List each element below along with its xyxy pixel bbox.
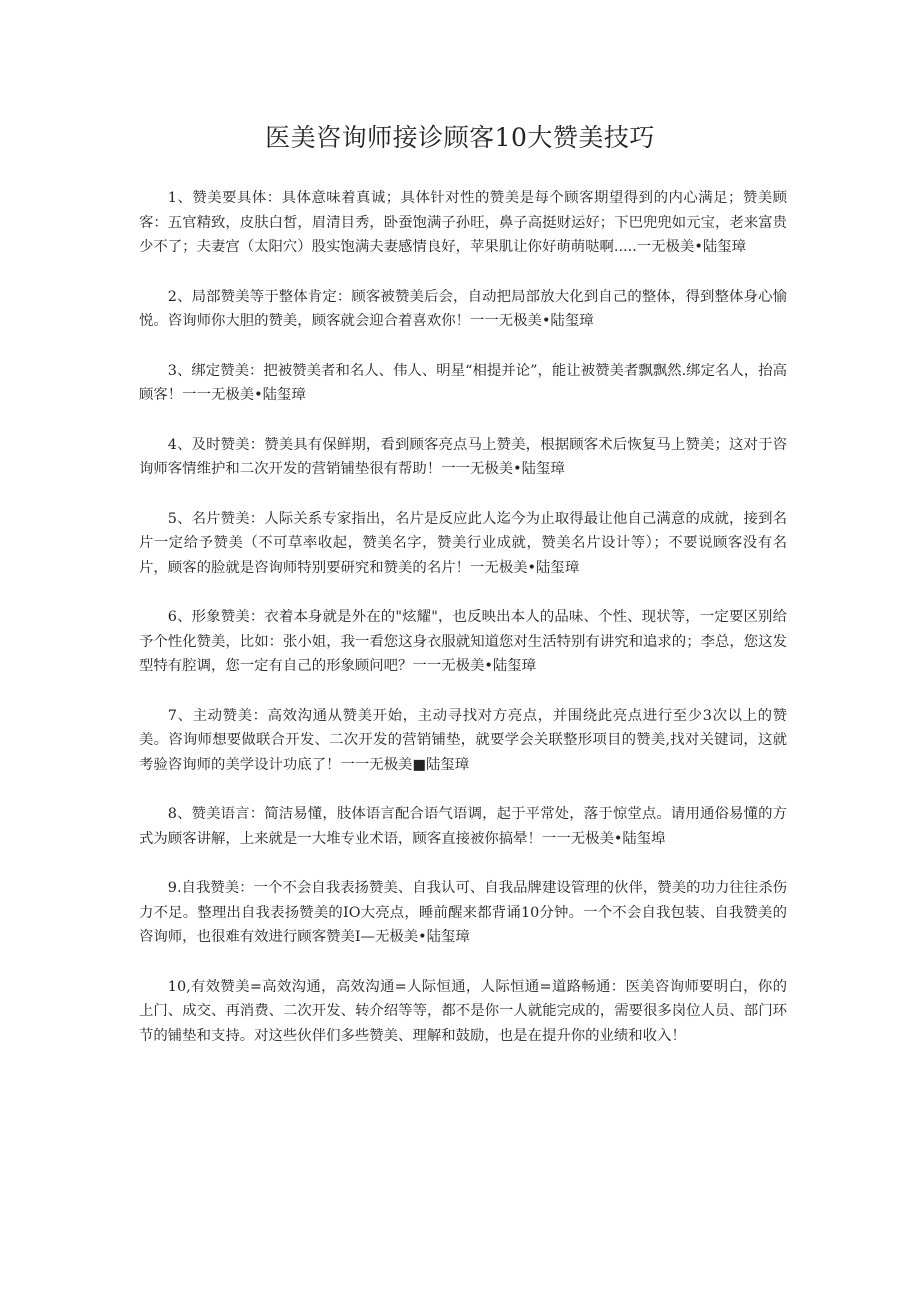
paragraph-10: 10,有效赞美=高效沟通，高效沟通=人际恒通，人际恒通=道路畅通：医美咨询师要明白，你的上门、成交、再消费、二次开发、转介绍等等，都不是你一人就能完成的，需要很多岗位人员、部门环节的铺垫和支持。对这些伙伴们多些赞美、理解和鼓励，也是在提升你的业绩和收入！ [139, 978, 787, 1044]
paragraph-6: 6、形象赞美：衣着本身就是外在的"炫耀"，也反映出本人的品味、个性、现状等，一定要区别给予个性化赞美，比如：张小姐，我一看您这身衣服就知道您对生活特别有讲究和追求的；李总，您这发型特有腔调，您一定有自己的形象顾问吧？一一无极美•陆玺璋 [139, 609, 787, 674]
paragraph-1: 1、赞美要具体：具体意味着真诚；具体针对性的赞美是每个顾客期望得到的内心满足；赞美顾客：五官精致，皮肤白皙，眉清目秀，卧蚕饱满子孙旺，鼻子高挺财运好；下巴兜兜如元宝，老来富贵少不了；夫妻宫（太阳穴）股实饱满夫妻感情良好，苹果肌让你好萌萌哒啊.....一无极美•陆玺璋 [139, 190, 787, 255]
paragraph-4: 4、及时赞美：赞美具有保鲜期，看到顾客亮点马上赞美，根据顾客术后恢复马上赞美；这对于咨询师客情维护和二次开发的营销铺垫很有帮助！一一无极美•陆玺璋 [139, 436, 787, 477]
paragraph-9: 9.自我赞美：一个不会自我表扬赞美、自我认可、自我品牌建设管理的伙伴，赞美的功力往往杀伤力不足。整理出自我表扬赞美的IO大亮点，睡前醒来都背诵10分钟。一个不会自我包装、自我赞美的咨询师，也很难有效进行顾客赞美I—无极美•陆玺璋 [139, 880, 787, 945]
paragraph-3: 3、绑定赞美：把被赞美者和名人、伟人、明星“相提并论”，能让被赞美者飘飘然.绑定名人，抬高顾客！一一无极美•陆玺璋 [139, 362, 787, 403]
document-body [139, 186, 787, 1073]
paragraph-7: 7、主动赞美：高效沟通从赞美开始，主动寻找对方亮点，并围绕此亮点进行至少3次以上的赞美。咨询师想要做联合开发、二次开发的营销铺垫，就要学会关联整形项目的赞美,找对关键词，这就考验咨询师的美学设计功底了！一一无极美■陆玺璋 [139, 707, 787, 773]
paragraph-2: 2、局部赞美等于整体肯定：顾客被赞美后会，自动把局部放大化到自己的整体，得到整体身心愉悦。咨询师你大胆的赞美，顾客就会迎合着喜欢你！一一无极美•陆玺璋 [139, 288, 787, 329]
paragraph-8: 8、赞美语言：简洁易懂，肢体语言配合语气语调，起于平常处，落于惊堂点。请用通俗易懂的方式为顾客讲解，上来就是一大堆专业术语，顾客直接被你搞晕！一一无极美•陆玺埠 [139, 806, 787, 847]
paragraph-5: 5、名片赞美：人际关系专家指出，名片是反应此人迄今为止取得最让他自己满意的成就，接到名片一定给予赞美（不可草率收起，赞美名字，赞美行业成就，赞美名片设计等）；不要说顾客没有名片，顾客的脸就是咨询师特别要研究和赞美的名片！一无极美•陆玺璋 [139, 510, 787, 576]
document-title: 医美咨询师接诊顾客10大赞美技巧 [265, 123, 655, 152]
